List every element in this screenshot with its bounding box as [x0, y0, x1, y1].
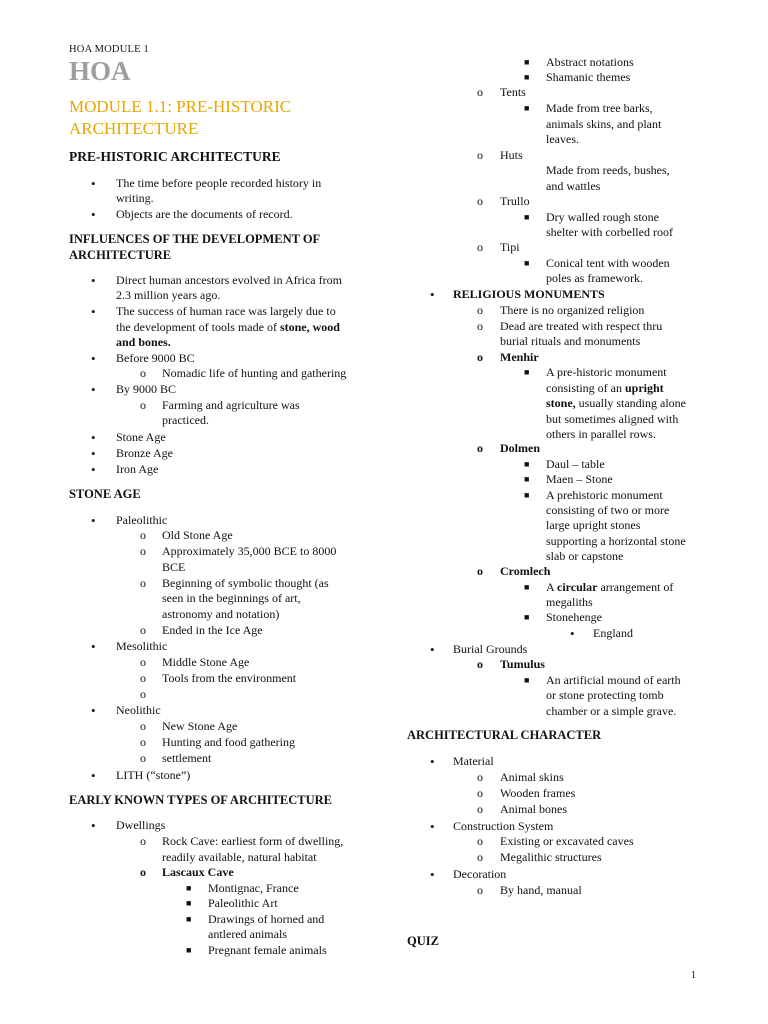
- bullet-icon: •: [91, 382, 96, 397]
- list-item: Tipi: [500, 240, 520, 254]
- circle-bullet-icon: o: [477, 850, 483, 864]
- square-bullet-icon: ■: [524, 490, 530, 500]
- list-item: Tools from the environment: [162, 671, 297, 685]
- list-item: settlement: [162, 751, 212, 765]
- circle-bullet-icon: o: [477, 834, 483, 848]
- list-item: Rock Cave: earliest form of dwelling,: [162, 834, 344, 848]
- list-item-cont: astronomy and notation): [162, 607, 280, 621]
- list-item-cont: burial rituals and monuments: [500, 334, 641, 348]
- text-run: consisting of an: [546, 381, 625, 395]
- section-heading-influences: [69, 232, 320, 263]
- square-bullet-icon: ■: [186, 945, 192, 955]
- list-item: Nomadic life of hunting and gathering: [162, 366, 347, 380]
- circle-bullet-icon: o: [477, 85, 483, 99]
- list-item: A pre-historic monument: [546, 365, 667, 379]
- list-item: Ended in the Ice Age: [162, 623, 263, 637]
- text-run-bold: circular: [557, 580, 598, 594]
- square-bullet-icon: ■: [524, 612, 530, 622]
- text-run: the development of tools made of: [116, 320, 280, 334]
- bullet-icon: •: [570, 626, 575, 641]
- circle-bullet-icon: o: [140, 655, 146, 669]
- square-bullet-icon: ■: [524, 367, 530, 377]
- circle-bullet-icon: o: [477, 240, 483, 254]
- bullet-icon: •: [91, 768, 96, 783]
- bullet-icon: •: [91, 446, 96, 461]
- list-item: New Stone Age: [162, 719, 238, 733]
- list-item-cont: readily available, natural habitat: [162, 850, 317, 864]
- bullet-icon: •: [91, 430, 96, 445]
- circle-bullet-icon: o: [140, 865, 146, 879]
- list-item-cont: chamber or a simple grave.: [546, 704, 677, 718]
- list-item: Montignac, France: [208, 881, 299, 895]
- list-item-cont: animals skins, and plant: [546, 117, 662, 131]
- square-bullet-icon: ■: [186, 883, 192, 893]
- section-heading-early-known: EARLY KNOWN TYPES OF ARCHITECTURE: [69, 793, 333, 807]
- list-item-cont: [116, 335, 171, 351]
- bullet-icon: •: [91, 818, 96, 833]
- square-bullet-icon: ■: [524, 474, 530, 484]
- list-item: There is no organized religion: [500, 303, 645, 317]
- circle-bullet-icon: o: [140, 623, 146, 637]
- list-item-cont: but sometimes aligned with: [546, 412, 679, 426]
- bullet-icon: •: [91, 703, 96, 718]
- bullet-icon: •: [91, 351, 96, 366]
- module-title-line-2: ARCHITECTURE: [69, 119, 199, 138]
- list-item: The success of human race was largely due to: [116, 304, 336, 318]
- module-title-line-1: MODULE 1.1: PRE-HISTORIC: [69, 97, 292, 116]
- bullet-icon: •: [430, 642, 435, 657]
- bullet-icon: •: [430, 867, 435, 882]
- list-item-cont: shelter with corbelled roof: [546, 225, 673, 239]
- circle-bullet-icon: o: [140, 398, 146, 412]
- list-item: Beginning of symbolic thought (as: [162, 576, 329, 590]
- list-item-cont: [116, 320, 340, 336]
- list-item: Existing or excavated caves: [500, 834, 634, 848]
- list-item: Bronze Age: [116, 446, 173, 460]
- list-item: An artificial mound of earth: [546, 673, 681, 687]
- bullet-icon: •: [91, 304, 96, 319]
- list-item: Megalithic structures: [500, 850, 602, 864]
- list-item: Dwellings: [116, 818, 166, 832]
- bullet-icon: •: [91, 513, 96, 528]
- square-bullet-icon: ■: [524, 72, 530, 82]
- text-run-bold: stone, wood: [279, 320, 340, 334]
- section-heading-stone-age: STONE AGE: [69, 487, 141, 501]
- circle-bullet-icon: o: [477, 657, 483, 671]
- square-bullet-icon: ■: [186, 914, 192, 924]
- bullet-icon: •: [91, 462, 96, 477]
- list-item: Made from reeds, bushes,: [546, 163, 670, 177]
- list-item: Daul – table: [546, 457, 605, 471]
- list-item-cont: antlered animals: [208, 927, 287, 941]
- list-item-cont: slab or capstone: [546, 549, 624, 563]
- circle-bullet-icon: o: [477, 319, 483, 333]
- list-item-cont: others in parallel rows.: [546, 427, 656, 441]
- list-item: Shamanic themes: [546, 70, 631, 84]
- list-item-cont: or stone protecting tomb: [546, 688, 664, 702]
- list-item-cont: [546, 396, 686, 412]
- module-title: [69, 96, 369, 140]
- circle-bullet-icon: o: [477, 770, 483, 784]
- list-item: Stone Age: [116, 430, 166, 444]
- list-item: Abstract notations: [546, 55, 634, 69]
- bullet-icon: •: [91, 176, 96, 191]
- circle-bullet-icon: o: [477, 350, 483, 364]
- list-item-cont: 2.3 million years ago.: [116, 288, 221, 302]
- list-item: LITH (“stone”): [116, 768, 191, 782]
- circle-bullet-icon: o: [140, 576, 146, 590]
- list-item: Dolmen: [500, 441, 540, 455]
- list-item: [546, 580, 673, 596]
- list-item: Huts: [500, 148, 523, 162]
- list-item: Hunting and food gathering: [162, 735, 295, 749]
- bullet-icon: •: [91, 639, 96, 654]
- bullet-icon: •: [430, 754, 435, 769]
- list-item: Maen – Stone: [546, 472, 613, 486]
- list-item-cont: seen in the beginnings of art,: [162, 591, 301, 605]
- list-item: Paleolithic: [116, 513, 168, 527]
- list-item: Dead are treated with respect thru: [500, 319, 663, 333]
- list-item: Decoration: [453, 867, 507, 881]
- circle-bullet-icon: o: [477, 564, 483, 578]
- document-header-label: HOA MODULE 1: [69, 44, 149, 55]
- circle-bullet-icon: o: [477, 883, 483, 897]
- heading-line: ARCHITECTURE: [69, 247, 172, 262]
- square-bullet-icon: ■: [524, 675, 530, 685]
- list-item: Animal bones: [500, 802, 567, 816]
- circle-bullet-icon: o: [477, 194, 483, 208]
- document-header-title: HOA: [69, 56, 131, 86]
- square-bullet-icon: ■: [186, 898, 192, 908]
- list-item-cont: supporting a horizontal stone: [546, 534, 686, 548]
- circle-bullet-icon: o: [477, 802, 483, 816]
- list-item: Paleolithic Art: [208, 896, 278, 910]
- circle-bullet-icon: o: [140, 528, 146, 542]
- page-number: 1: [691, 970, 696, 981]
- bullet-icon: •: [430, 819, 435, 834]
- list-item-cont: writing.: [116, 191, 154, 205]
- circle-bullet-icon: o: [477, 148, 483, 162]
- list-item: England: [593, 626, 633, 640]
- list-item: Objects are the documents of record.: [116, 207, 293, 221]
- list-item-cont: consisting of two or more: [546, 503, 670, 517]
- square-bullet-icon: ■: [524, 459, 530, 469]
- circle-bullet-icon: o: [140, 366, 146, 380]
- list-item: Old Stone Age: [162, 528, 233, 542]
- list-item: Material: [453, 754, 494, 768]
- list-item: Made from tree barks,: [546, 101, 653, 115]
- section-heading-quiz: QUIZ: [407, 934, 439, 948]
- list-item: Middle Stone Age: [162, 655, 250, 669]
- circle-bullet-icon: o: [140, 735, 146, 749]
- list-item: Pregnant female animals: [208, 943, 327, 957]
- list-item-cont: BCE: [162, 560, 186, 574]
- list-item-cont: and wattles: [546, 179, 601, 193]
- list-item: RELIGIOUS MONUMENTS: [453, 287, 605, 301]
- bullet-icon: •: [91, 273, 96, 288]
- square-bullet-icon: ■: [524, 582, 530, 592]
- text-run-bold: and bones.: [116, 335, 171, 349]
- circle-bullet-icon: o: [477, 441, 483, 455]
- list-item-cont: practiced.: [162, 413, 209, 427]
- text-run-bold: upright: [625, 381, 664, 395]
- list-item: Approximately 35,000 BCE to 8000: [162, 544, 337, 558]
- list-item: Mesolithic: [116, 639, 168, 653]
- square-bullet-icon: ■: [524, 258, 530, 268]
- circle-bullet-icon: o: [477, 303, 483, 317]
- text-run: usually standing alone: [575, 396, 686, 410]
- circle-bullet-icon: o: [140, 544, 146, 558]
- list-item: A prehistoric monument: [546, 488, 663, 502]
- list-item: Construction System: [453, 819, 554, 833]
- list-item-cont: [546, 381, 664, 397]
- list-item: Dry walled rough stone: [546, 210, 659, 224]
- text-run: arrangement of: [597, 580, 674, 594]
- list-item: Neolithic: [116, 703, 161, 717]
- list-item: Trullo: [500, 194, 530, 208]
- circle-bullet-icon: o: [140, 671, 146, 685]
- list-item: By hand, manual: [500, 883, 582, 897]
- list-item: Animal skins: [500, 770, 564, 784]
- bullet-icon: •: [91, 207, 96, 222]
- text-run: A: [546, 580, 558, 594]
- circle-bullet-icon: o: [140, 687, 146, 701]
- circle-bullet-icon: o: [477, 786, 483, 800]
- list-item: Conical tent with wooden: [546, 256, 670, 270]
- list-item-cont: megaliths: [546, 595, 593, 609]
- list-item: Burial Grounds: [453, 642, 528, 656]
- list-item: Farming and agriculture was: [162, 398, 300, 412]
- square-bullet-icon: ■: [524, 57, 530, 67]
- section-heading-prehistoric: PRE-HISTORIC ARCHITECTURE: [69, 149, 281, 164]
- list-item: Tents: [500, 85, 526, 99]
- heading-line: INFLUENCES OF THE DEVELOPMENT OF: [69, 232, 321, 246]
- section-heading-architectural-character: ARCHITECTURAL CHARACTER: [407, 728, 602, 742]
- list-item: Iron Age: [116, 462, 159, 476]
- list-item: Lascaux Cave: [162, 865, 234, 879]
- list-item: Tumulus: [500, 657, 545, 671]
- circle-bullet-icon: o: [140, 751, 146, 765]
- list-item: Direct human ancestors evolved in Africa from: [116, 273, 342, 287]
- text-run-bold: stone,: [546, 396, 576, 410]
- list-item-cont: leaves.: [546, 132, 579, 146]
- list-item: Stonehenge: [546, 610, 602, 624]
- list-item: Cromlech: [500, 564, 551, 578]
- list-item-cont: large upright stones: [546, 518, 641, 532]
- list-item: Drawings of horned and: [208, 912, 325, 926]
- list-item: Menhir: [500, 350, 539, 364]
- circle-bullet-icon: o: [140, 719, 146, 733]
- list-item: Before 9000 BC: [116, 351, 195, 365]
- circle-bullet-icon: o: [140, 834, 146, 848]
- square-bullet-icon: ■: [524, 212, 530, 222]
- list-item-cont: poles as framework.: [546, 271, 643, 285]
- square-bullet-icon: ■: [524, 103, 530, 113]
- bullet-icon: •: [430, 287, 435, 302]
- list-item: The time before people recorded history in: [116, 176, 322, 190]
- list-item: Wooden frames: [500, 786, 576, 800]
- list-item: By 9000 BC: [116, 382, 177, 396]
